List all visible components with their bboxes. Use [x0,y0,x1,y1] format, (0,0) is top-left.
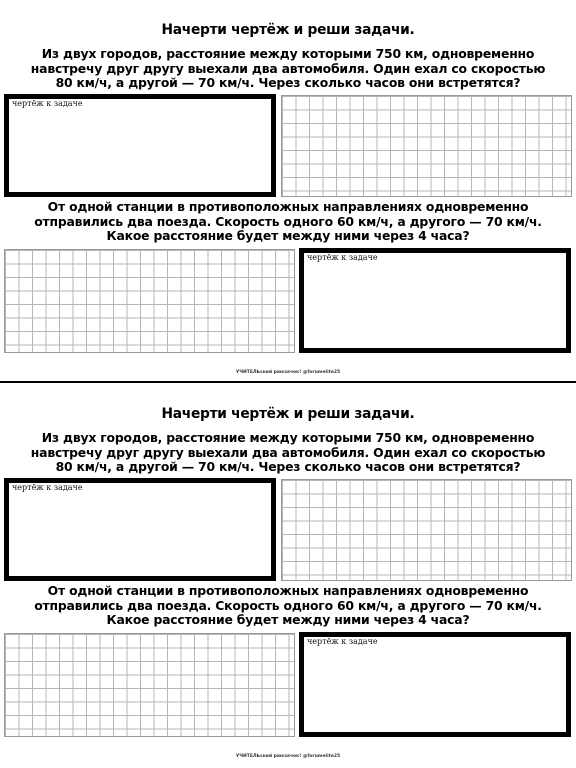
problem-1-line: Из двух городов, расстояние между которыми 750 км, одновременно [41,430,535,445]
worksheet-bottom [0,384,576,768]
problem-2-solution-grid[interactable] [4,249,295,353]
problem-2-line: отправились два поезда. Скорость одного 60 км/ч, а другого — 70 км/ч. [34,213,542,229]
problem-1-solution-grid[interactable] [281,479,572,581]
worksheet-title: Начерти чертёж и реши задачи. [161,22,415,38]
drawing-box-label: чертёж к задаче [12,483,83,492]
problem-1-line: 80 км/ч, а другой — 70 км/ч. Через сколько часов они встретятся? [55,75,521,90]
worksheet-title: Начерти чертёж и реши задачи. [161,406,415,422]
problem-2-drawing-box[interactable] [299,248,571,353]
problem-2-line: Какое расстояние будет между ними через 4 часа? [106,612,470,627]
problem-1-line: Из двух городов, расстояние между которыми 750 км, одновременно [41,46,535,61]
problem-1-text [10,431,566,475]
problem-1-line: 80 км/ч, а другой — 70 км/ч. Через сколько часов они встретятся? [55,459,521,474]
problem-1-drawing-box[interactable] [4,478,276,581]
problem-2-solution-grid[interactable] [4,633,295,737]
problem-2-line: От одной станции в противоположных направлениях одновременно [47,199,529,214]
cut-line-divider [0,381,576,383]
problem-2-drawing-box[interactable] [299,632,571,737]
problem-2-text [10,200,566,244]
problem-1-line: навстречу друг другу выехали два автомобиля. Один ехал со скоростью [30,444,546,460]
problem-2-line: От одной станции в противоположных направлениях одновременно [47,583,529,598]
problem-1-drawing-box[interactable] [4,94,276,197]
footer-credit: УЧИТЕЛЬский рюкзачок! @forumelite25 [235,754,341,759]
problem-2-line: Какое расстояние будет между ними через 4 часа? [106,228,470,243]
drawing-box-label: чертёж к задаче [307,253,378,262]
footer-credit: УЧИТЕЛЬский рюкзачок! @forumelite25 [235,370,341,375]
drawing-box-label: чертёж к задаче [307,637,378,646]
problem-1-text [10,47,566,91]
problem-2-line: отправились два поезда. Скорость одного 60 км/ч, а другого — 70 км/ч. [34,597,542,613]
problem-1-solution-grid[interactable] [281,95,572,197]
drawing-box-label: чертёж к задаче [12,99,83,108]
problem-2-text [10,584,566,628]
problem-1-line: навстречу друг другу выехали два автомобиля. Один ехал со скоростью [30,60,546,76]
